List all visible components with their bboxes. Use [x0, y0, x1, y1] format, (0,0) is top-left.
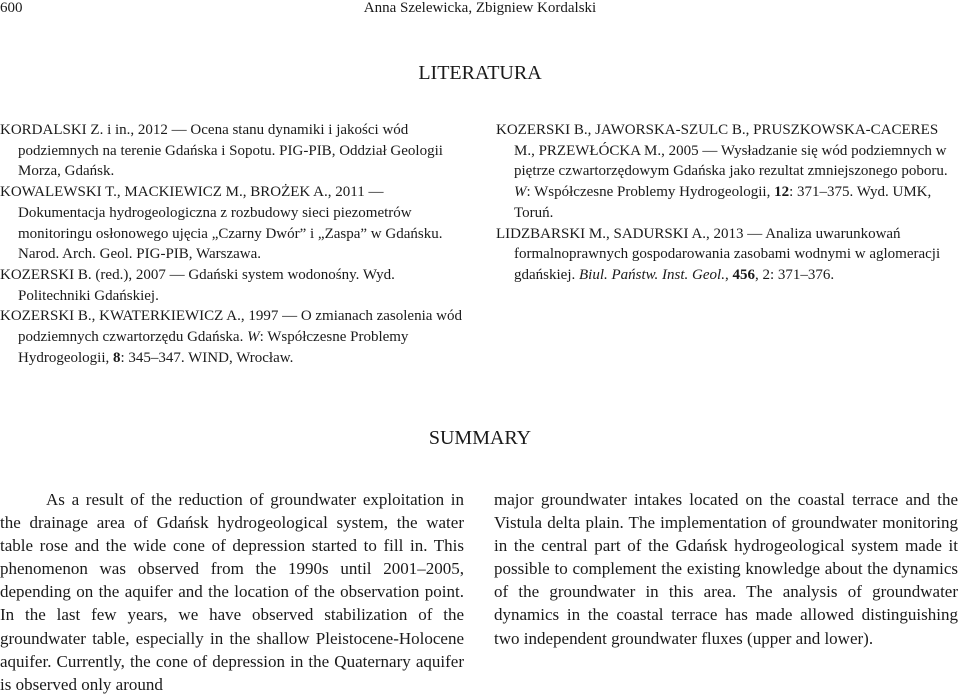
running-head: Anna Szelewicka, Zbigniew Kordalski — [363, 0, 597, 16]
summary-paragraph-left: As a result of the reduction of groundwater exploitation in the drainage area of Gdańsk hydrogeological system, the water table rose and the wide cone of depression started to fill in. This phenomenon was observed from the 1990s until 2001–2005, depending on the aquifer and the location of the observation point. In the last few years, we have observed stabilization of the groundwater table, especially in the shallow Pleistocene-Holocene aquifer. Currently, the cone of depression in the Quaternary aquifer is observed only around — [0, 490, 464, 694]
reference-item: LIDZBARSKI M., SADURSKI A., 2013 — Analiza uwarunkowań formalnoprawnych gospodarowania zasobami wodnymi w aglomeracji gdańskiej. Biul. Państw. Inst. Geol., 456, 2: 371–376. — [496, 225, 941, 283]
summary-heading: SUMMARY — [428, 427, 532, 449]
reference-item: KOZERSKI B. (red.), 2007 — Gdański system wodonośny. Wyd. Politechniki Gdańskiej. — [0, 266, 395, 304]
summary-paragraph-right: major groundwater intakes located on the coastal terrace and the Vistula delta plain. The implementation of groundwater monitoring in the central part of the Gdańsk hydrogeological system made it possible to complement the existing knowledge about the dynamics of the groundwater in this area. The analysis of groundwater dynamics in the coastal terrace has made allowed distinguishing two independent groundwater fluxes (upper and lower). — [494, 490, 958, 648]
page-number: 600 — [0, 0, 23, 16]
page-header — [0, 0, 960, 16]
reference-item: KOZERSKI B., JAWORSKA-SZULC B., PRUSZKOWSKA-CACERES M., PRZEWŁÓCKA M., 2005 — Wysładzanie się wód podziemnych w piętrze czwartorzędowym Gdańska jako rezultat zmniejszonego poboru. W: Współczesne Problemy Hydrogeologii, 12: 371–375. Wyd. UMK, Toruń. — [496, 122, 948, 221]
references-right-column — [496, 120, 958, 286]
references-left-column — [0, 120, 470, 368]
reference-item: KORDALSKI Z. i in., 2012 — Ocena stanu dynamiki i jakości wód podziemnych na terenie Gdańska i Sopotu. PIG-PIB, Oddział Geologii Morza, Gdańsk. — [0, 122, 443, 180]
reference-item: KOZERSKI B., KWATERKIEWICZ A., 1997 — O zmianach zasolenia wód podziemnych czwartorzędu Gdańska. W: Współczesne Problemy Hydrogeologii, 8: 345–347. WIND, Wrocław. — [0, 308, 462, 366]
references-heading: LITERATURA — [418, 62, 542, 84]
reference-item: KOWALEWSKI T., MACKIEWICZ M., BROŻEK A., 2011 — Dokumentacja hydrogeologiczna z rozbudowy sieci piezometrów monitoringu osłonowego ujęcia „Czarny Dwór” i „Zaspa” w Gdańsku. Narod. Arch. Geol. PIG-PIB, Warszawa. — [0, 184, 443, 263]
